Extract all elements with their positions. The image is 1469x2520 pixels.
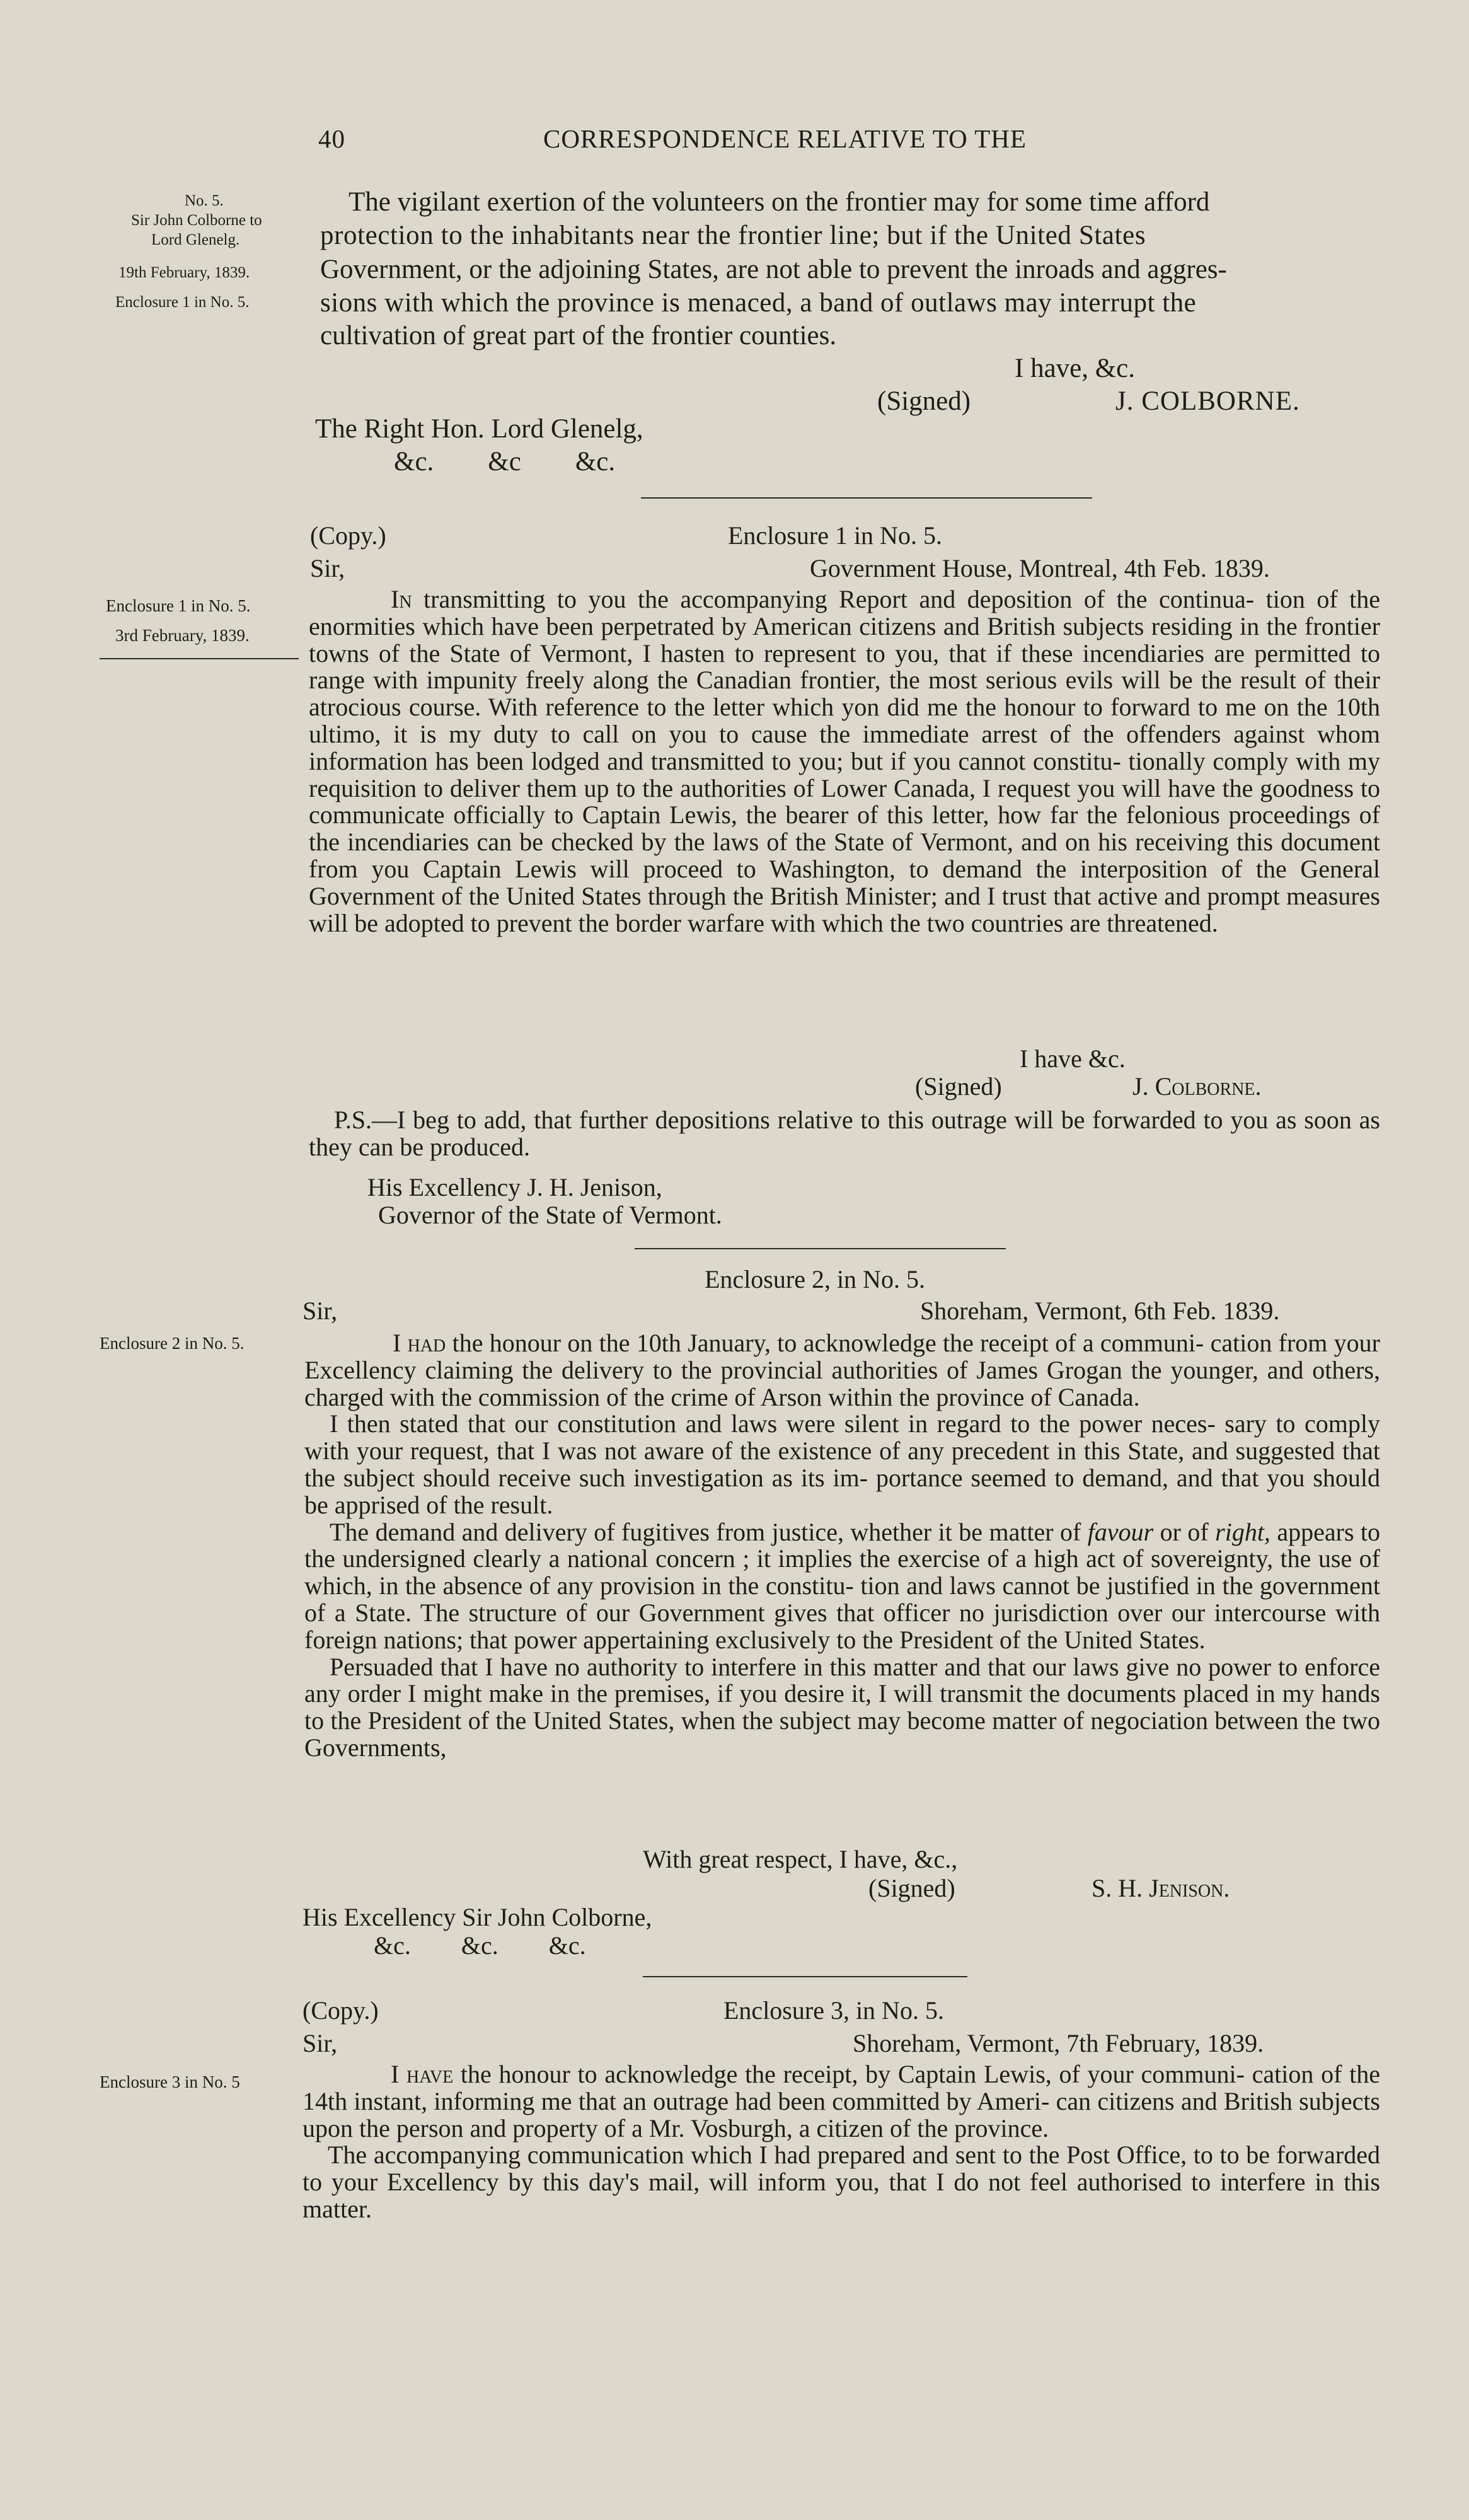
enc3-salutation: Sir, <box>302 2029 338 2057</box>
enc2-addressee: His Excellency Sir John Colborne, <box>302 1903 652 1931</box>
enc3-title: Enclosure 3, in No. 5. <box>723 1996 944 2025</box>
enc2-signed: (Signed) <box>868 1874 955 1902</box>
letter-line-5: cultivation of great part of the frontier counties. <box>320 321 837 350</box>
enc1-addressee-1: His Excellency J. H. Jenison, <box>367 1173 662 1201</box>
enc1-salutation: Sir, <box>310 554 345 582</box>
letter-line-1: The vigilant exertion of the volunteers on the frontier may for some time afford <box>349 187 1210 217</box>
margin-note-date: 19th February, 1839. <box>118 264 250 281</box>
enc2-p1-text: the honour on the 10th January, to acknowledge the receipt of a communi- cation from your Excellency claiming the delivery to the provincial authorities of James Grogan the younger, and others, charged with the commission of the crime of Arson within the province of Canada. <box>304 1329 1381 1411</box>
enc2-p3-favour: favour <box>1087 1517 1154 1546</box>
enc2-p3-b: or of <box>1160 1517 1209 1546</box>
letter-closing: I have, &c. <box>1015 354 1136 383</box>
enc3-p1 <box>302 2061 1380 2142</box>
letter-signature: J. COLBORNE. <box>1115 386 1300 416</box>
letter-line-3: Government, or the adjoining States, are not able to prevent the inroads and aggres- <box>320 255 1227 284</box>
letter-line-4: sions with which the province is menaced, a band of outlaws may interrupt the <box>320 288 1197 318</box>
enc2-p2: I then stated that our constitution and laws were silent in regard to the power neces- sary to comply with your request, that I was not aware of the existence of any precedent in this State, and suggested that the subject should receive such investigation as its im- portance seemed to demand, and that you should be apprised of the result. <box>304 1409 1380 1519</box>
enc1-margin-date: 3rd February, 1839. <box>115 626 250 645</box>
enc1-lead-word: In <box>391 585 412 613</box>
letter-addressee-etc: &c. &c &c. <box>394 447 616 477</box>
enc1-postscript <box>309 1107 1380 1161</box>
enc1-copy: (Copy.) <box>310 521 386 550</box>
enc1-margin-rule <box>100 658 299 659</box>
enc2-lead-word: I had <box>393 1329 446 1357</box>
enc2-place-date: Shoreham, Vermont, 6th Feb. 1839. <box>920 1297 1280 1325</box>
enc1-ps-text: P.S.—I beg to add, that further depositions relative to this outrage will be forwarded to you as soon as they can be produced. <box>309 1106 1380 1161</box>
enc3-margin-label: Enclosure 3 in No. 5 <box>100 2072 240 2091</box>
page-number: 40 <box>318 124 345 153</box>
running-title: CORRESPONDENCE RELATIVE TO THE <box>543 124 1027 153</box>
enc2-salutation: Sir, <box>302 1297 338 1325</box>
margin-note-enclosure-ref: Enclosure 1 in No. 5. <box>115 294 250 311</box>
enc2-addressee-etc: &c. &c. &c. <box>374 1931 586 1960</box>
enc1-title: Enclosure 1 in No. 5. <box>728 521 942 550</box>
divider-rule-3 <box>643 1976 967 1977</box>
enc3-lead-word: I have <box>391 2060 454 2088</box>
enc2-p4: Persuaded that I have no authority to interfere in this matter and that our laws give no power to enforce any order I might make in the premises, if you desire it, I will transmit the documents placed in my hands to the President of the United States, when the subject may become matter of negociation between the two Governments, <box>304 1652 1380 1762</box>
divider-rule <box>641 497 1092 499</box>
enc3-p2: The accompanying communication which I had prepared and sent to the Post Office, to to be forwarded to your Excellency by this day's mail, will inform you, that I do not feel authorised to interfere in this matter. <box>302 2141 1380 2223</box>
enc2-p3 <box>304 1519 1380 1654</box>
letter-line-2: protection to the inhabitants near the frontier line; but if the United States <box>320 221 1146 250</box>
enc1-signed: (Signed) <box>915 1072 1002 1101</box>
letter-addressee: The Right Hon. Lord Glenelg, <box>315 414 643 444</box>
enc2-p3-a: The demand and delivery of fugitives from justice, whether it be matter of <box>330 1517 1081 1546</box>
enc2-closing: With great respect, I have, &c., <box>643 1845 958 1873</box>
enc2-p3-right: right, <box>1215 1517 1270 1546</box>
enc3-copy: (Copy.) <box>302 1996 379 2025</box>
enc1-margin-label: Enclosure 1 in No. 5. <box>106 596 251 615</box>
enc1-addressee-2: Governor of the State of Vermont. <box>378 1201 722 1229</box>
enc1-closing: I have &c. <box>1020 1044 1126 1073</box>
enc2-signature: S. H. Jenison. <box>1092 1874 1230 1902</box>
margin-note-sender-1: Sir John Colborne to <box>131 212 262 229</box>
margin-note-sender-2: Lord Glenelg. <box>151 231 240 248</box>
enc3-place-date: Shoreham, Vermont, 7th February, 1839. <box>853 2029 1264 2057</box>
enc1-body <box>309 586 1380 937</box>
divider-rule-2 <box>635 1248 1006 1249</box>
enc2-margin-label: Enclosure 2 in No. 5. <box>100 1334 245 1353</box>
enc2-p3-c: appears to the undersigned clearly a national concern ; it implies the exercise of a high act of sovereignty, the use of which, in the absence of any provision in the constitu- tion and laws cannot be justified in the government of a State. The structure of our Government gives that officer no jurisdiction over our intercourse with foreign nations; that power appertaining exclusively to the President of the United States. <box>304 1517 1381 1654</box>
enc2-p1 <box>304 1330 1380 1411</box>
enc1-place-date: Government House, Montreal, 4th Feb. 1839. <box>810 554 1270 582</box>
enc3-body <box>302 2061 1380 2223</box>
enc3-p1-text: the honour to acknowledge the receipt, by Captain Lewis, of your communi- cation of the 14th instant, informing me that an outrage had been committed by Ameri- can citizens and British subjects upon the person and property of a Mr. Vosburgh, a citizen of the province. <box>302 2060 1380 2142</box>
letter-signed: (Signed) <box>877 386 971 416</box>
enc1-signature: J. Colborne. <box>1132 1072 1262 1101</box>
enc2-body <box>304 1330 1380 1762</box>
enc1-body-text: transmitting to you the accompanying Report and deposition of the continua- tion of the enormities which have been perpetrated by American citizens and British subjects residing in the frontier towns of the State of Vermont, I hasten to represent to you, that if these incendiaries are permitted to range with impunity freely along the Canadian frontier, the most serious evils will be the result of their atrocious course. With reference to the letter which yon did me the honour to forward to me on the 10th ultimo, it is my duty to call on you to cause the immediate arrest of the offenders against whom information has been lodged and transmitted to you; but if you cannot constitu- tionally comply with my requisition to deliver them up to the authorities of Lower Canada, I request you will have the goodness to communicate officially to Captain Lewis, the bearer of this letter, how far the felonious proceedings of the incendiaries can be checked by the laws of the State of Vermont, and on his receiving this document from you Captain Lewis will proceed to Washington, to demand the interposition of the General Government of the United States through the British Minister; and I trust that active and prompt measures will be adopted to prevent the border warfare with which the two countries are threatened. <box>309 585 1380 937</box>
margin-note-no5: No. 5. <box>185 192 224 209</box>
enc2-title: Enclosure 2, in No. 5. <box>705 1265 925 1293</box>
